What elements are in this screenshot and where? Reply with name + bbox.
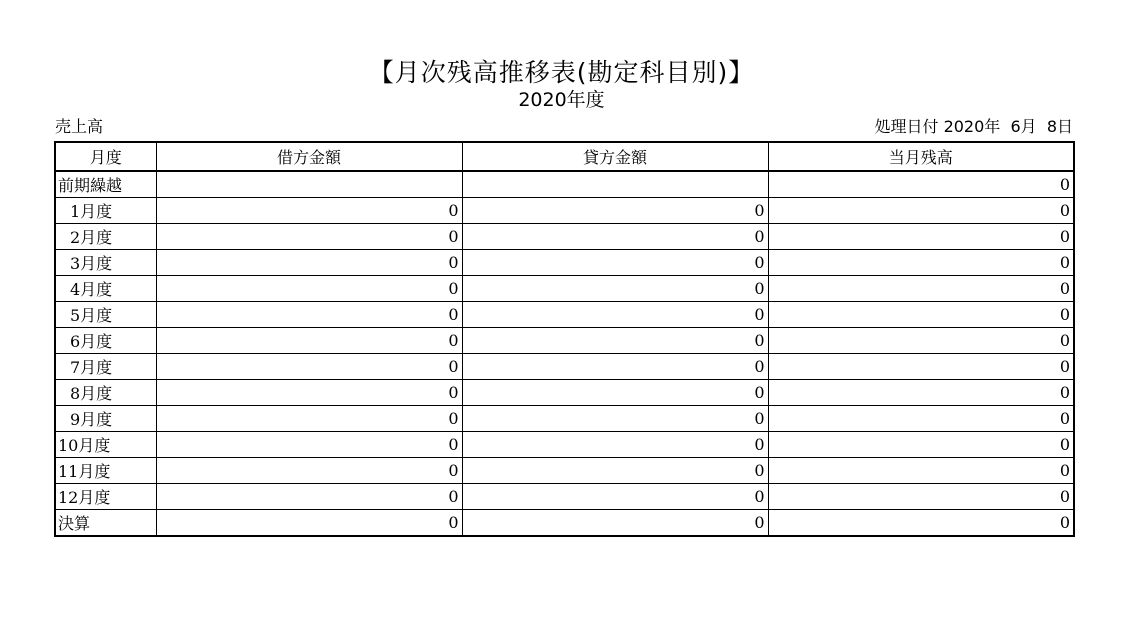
balance-cell: 0 [768, 380, 1074, 406]
credit-cell: 0 [462, 484, 768, 510]
month-cell: 5月度 [55, 302, 156, 328]
month-cell: 前期繰越 [55, 171, 156, 198]
credit-cell: 0 [462, 276, 768, 302]
table-row [55, 302, 1074, 328]
month-cell: 1月度 [55, 198, 156, 224]
table-row [55, 328, 1074, 354]
month-cell: 4月度 [55, 276, 156, 302]
credit-cell: 0 [462, 250, 768, 276]
table-body [55, 171, 1074, 536]
table-row [55, 354, 1074, 380]
balance-cell: 0 [768, 171, 1074, 198]
table-row [55, 198, 1074, 224]
report-title: 【月次残高推移表(勘定科目別)】 [368, 58, 755, 87]
balance-cell: 0 [768, 354, 1074, 380]
month-cell: 8月度 [55, 380, 156, 406]
credit-cell: 0 [462, 198, 768, 224]
monthly-balance-table [54, 141, 1075, 537]
debit-cell: 0 [156, 380, 462, 406]
balance-cell: 0 [768, 484, 1074, 510]
debit-cell: 0 [156, 250, 462, 276]
table-row [55, 510, 1074, 537]
balance-cell: 0 [768, 328, 1074, 354]
account-name: 売上高 [55, 117, 104, 136]
processing-date: 処理日付 2020年 6月 8日 [874, 117, 1073, 136]
credit-cell: 0 [462, 302, 768, 328]
table-row [55, 458, 1074, 484]
credit-cell: 0 [462, 432, 768, 458]
debit-cell: 0 [156, 406, 462, 432]
balance-cell: 0 [768, 224, 1074, 250]
credit-cell: 0 [462, 328, 768, 354]
month-cell: 決算 [55, 510, 156, 537]
table-row [55, 250, 1074, 276]
header-credit: 貸方金額 [462, 142, 768, 171]
balance-cell: 0 [768, 458, 1074, 484]
debit-cell: 0 [156, 484, 462, 510]
credit-cell: 0 [462, 406, 768, 432]
debit-cell [156, 171, 462, 198]
table-row [55, 484, 1074, 510]
credit-cell: 0 [462, 224, 768, 250]
debit-cell: 0 [156, 302, 462, 328]
month-cell: 11月度 [55, 458, 156, 484]
month-cell: 12月度 [55, 484, 156, 510]
balance-cell: 0 [768, 510, 1074, 537]
balance-cell: 0 [768, 250, 1074, 276]
header-debit: 借方金額 [156, 142, 462, 171]
debit-cell: 0 [156, 432, 462, 458]
debit-cell: 0 [156, 458, 462, 484]
month-cell: 2月度 [55, 224, 156, 250]
debit-cell: 0 [156, 276, 462, 302]
fiscal-year: 2020年度 [518, 89, 605, 111]
balance-cell: 0 [768, 432, 1074, 458]
month-cell: 10月度 [55, 432, 156, 458]
month-cell: 6月度 [55, 328, 156, 354]
credit-cell [462, 171, 768, 198]
table-row [55, 406, 1074, 432]
month-cell: 7月度 [55, 354, 156, 380]
header-month: 月度 [55, 142, 156, 171]
debit-cell: 0 [156, 354, 462, 380]
table-row [55, 380, 1074, 406]
month-cell: 3月度 [55, 250, 156, 276]
debit-cell: 0 [156, 224, 462, 250]
balance-cell: 0 [768, 198, 1074, 224]
header-balance: 当月残高 [768, 142, 1074, 171]
balance-cell: 0 [768, 406, 1074, 432]
credit-cell: 0 [462, 510, 768, 537]
balance-cell: 0 [768, 302, 1074, 328]
credit-cell: 0 [462, 380, 768, 406]
table-row [55, 276, 1074, 302]
table-row [55, 224, 1074, 250]
credit-cell: 0 [462, 458, 768, 484]
debit-cell: 0 [156, 510, 462, 537]
balance-cell: 0 [768, 276, 1074, 302]
table-row [55, 432, 1074, 458]
month-cell: 9月度 [55, 406, 156, 432]
table-header-row [55, 142, 1074, 171]
debit-cell: 0 [156, 328, 462, 354]
debit-cell: 0 [156, 198, 462, 224]
table-row [55, 171, 1074, 198]
credit-cell: 0 [462, 354, 768, 380]
